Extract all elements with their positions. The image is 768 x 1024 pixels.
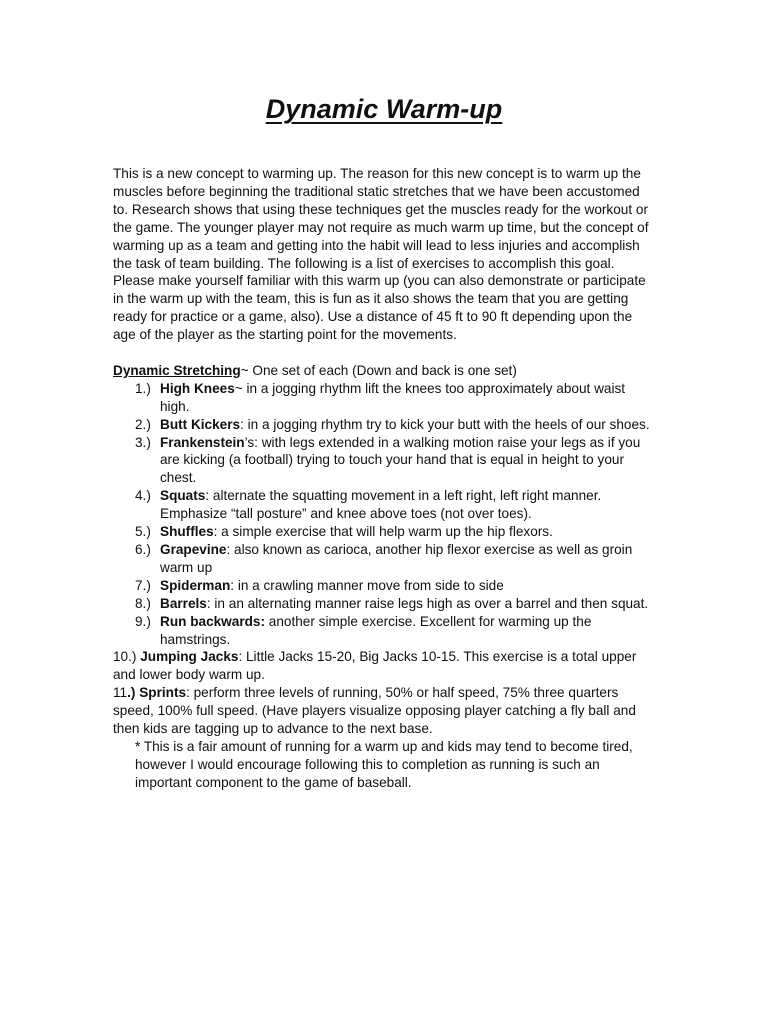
item-number: 9.)	[135, 613, 151, 629]
section-heading-suffix: ~ One set of each (Down and back is one set)	[240, 362, 517, 378]
section-heading: Dynamic Stretching	[113, 362, 241, 378]
exercise-list	[113, 380, 658, 738]
page-title: Dynamic Warm-up	[265, 94, 503, 124]
exercise-description: : a simple exercise that will help warm up the hip flexors.	[213, 524, 553, 540]
dynamic-stretching-section	[113, 362, 658, 792]
exercise-item	[113, 523, 658, 541]
item-number: 7.)	[135, 577, 151, 593]
exercise-item	[113, 487, 658, 523]
item-number: 4.)	[135, 488, 151, 504]
exercise-item	[113, 380, 658, 416]
item-number: 6.)	[135, 542, 151, 558]
item-number: 11	[113, 685, 128, 701]
exercise-item	[113, 684, 658, 738]
item-number: 3.)	[135, 434, 151, 450]
exercise-name: Barrels	[160, 595, 207, 611]
intro-paragraph: This is a new concept to warming up. The reason for this new concept is to warm up the muscles before beginning the traditional static stretches that we have been accustomed to. Research shows that using these techniques get the muscles ready for the workout or the game. The younger player may not require as much warm up time, but the concept of warming up as a team and getting into the habit will lead to less injuries and accomplish the task of team building. The following is a list of exercises to accomplish this goal. Please make yourself familiar with this warm up (you can also demonstrate or participate in the warm up with the team, this is fun as it also shows the team that you are getting ready for practice or a game, also). Use a distance of 45 ft to 90 ft depending upon the age of the player as the starting point for the movements.	[113, 166, 649, 343]
exercise-name: .) Sprints	[127, 685, 187, 701]
exercise-item	[113, 595, 658, 613]
item-number: 1.)	[135, 380, 151, 396]
section-heading-line	[113, 362, 658, 380]
exercise-item	[113, 613, 658, 649]
exercise-description: : also known as carioca, another hip flexor exercise as well as groin warm up	[160, 542, 633, 575]
exercise-description: : in a crawling manner move from side to side	[230, 577, 504, 593]
exercise-name: Run backwards:	[160, 613, 265, 629]
exercise-description: ~ in a jogging rhythm lift the knees too approximately about waist high.	[160, 380, 626, 414]
closing-note: * This is a fair amount of running for a warm up and kids may tend to become tired, however I would encourage following this to completion as running is such an important component to the game of baseball.	[135, 738, 633, 790]
exercise-description: another simple exercise. Excellent for warming up the hamstrings.	[160, 613, 592, 647]
exercise-description: ’s: with legs extended in a walking motion raise your legs as if you are kicking (a football) trying to touch your hand that is equal in height to your chest.	[160, 434, 641, 486]
exercise-name: Frankenstein	[160, 434, 245, 450]
item-number: 8.)	[135, 595, 151, 611]
exercise-item	[113, 416, 658, 434]
exercise-name: Butt Kickers	[160, 416, 241, 432]
document-body	[113, 165, 658, 792]
item-number: 10.)	[113, 649, 137, 665]
exercise-name: Shuffles	[160, 524, 214, 540]
exercise-item	[113, 541, 658, 577]
item-number: 2.)	[135, 416, 151, 432]
item-number: 5.)	[135, 524, 151, 540]
exercise-name: High Knees	[160, 380, 235, 396]
exercise-item	[113, 434, 658, 488]
exercise-name: Spiderman	[160, 577, 231, 593]
exercise-description: : Little Jacks 15-20, Big Jacks 10-15. This exercise is a total upper and lower body warm up.	[113, 649, 637, 683]
exercise-description: : perform three levels of running, 50% or half speed, 75% three quarters speed, 100% full speed. (Have players visualize opposing player catching a fly ball and then kids are tagging up to advance to the next base.	[113, 685, 636, 737]
exercise-description: : in a jogging rhythm try to kick your butt with the heels of our shoes.	[240, 416, 650, 432]
exercise-item	[113, 577, 658, 595]
exercise-item	[113, 648, 658, 684]
exercise-name: Grapevine	[160, 542, 227, 558]
exercise-name: Squats	[160, 488, 206, 504]
exercise-description: : alternate the squatting movement in a left right, left right manner. Emphasize “tall posture” and knee above toes (not over toes).	[160, 488, 602, 522]
exercise-name: Jumping Jacks	[140, 649, 239, 665]
exercise-description: : in an alternating manner raise legs high as over a barrel and then squat.	[206, 595, 649, 611]
